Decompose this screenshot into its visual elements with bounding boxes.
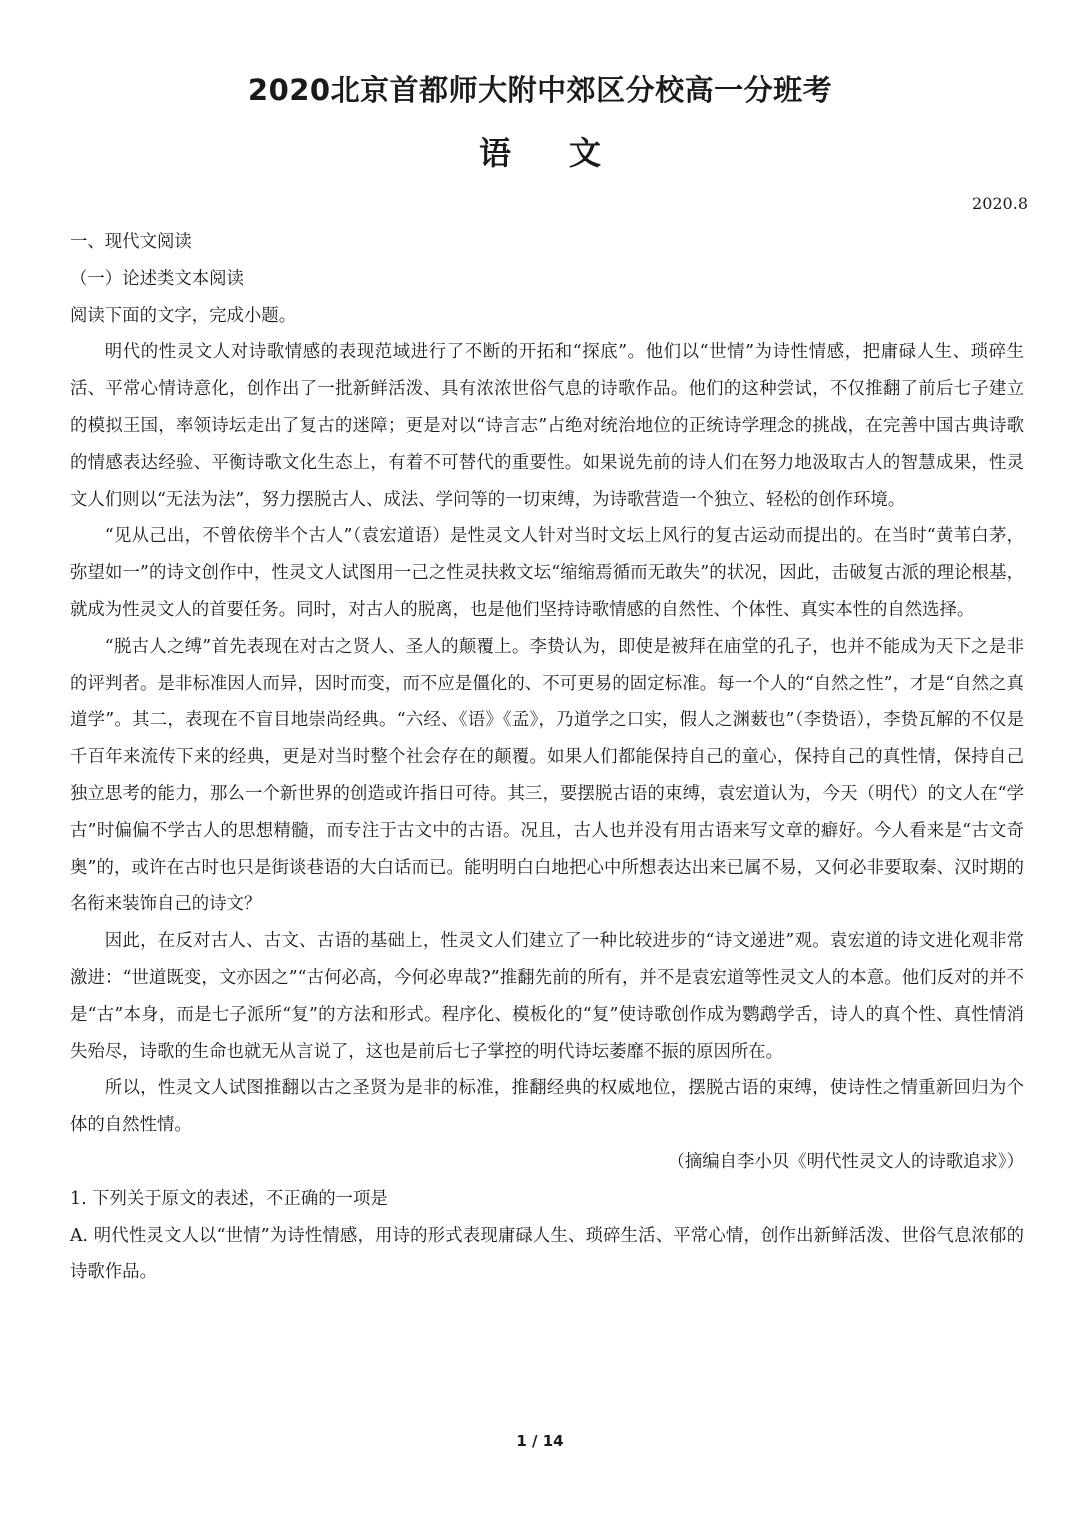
passage-paragraph: 明代的性灵文人对诗歌情感的表现范域进行了不断的开拓和“探底”。他们以“世情”为诗性情感，把庸碌人生、琐碎生活、平常心情诗意化，创作出了一批新鲜活泼、具有浓浓世俗气息的诗歌作品。他们的这种尝试，不仅推翻了前后七子建立的模拟王国，率领诗坛走出了复古的迷障；更是对以“诗言志”占绝对统治地位的正统诗学理念的挑战，在完善中国古典诗歌的情感表达经验、平衡诗歌文化生态上，有着不可替代的重要性。如果说先前的诗人们在努力地汲取古人的智慧成果，性灵文人们则以“无法为法”，努力摆脱古人、成法、学问等的一切束缚，为诗歌营造一个独立、轻松的创作环境。 <box>70 342 1024 510</box>
passage-source: （摘编自李小贝《明代性灵文人的诗歌追求》） <box>667 1151 1024 1172</box>
reading-instruction: 阅读下面的文字，完成小题。 <box>70 305 297 326</box>
subject-char-1: 语 <box>478 134 511 172</box>
passage-paragraph: “见从己出，不曾依傍半个古人”（袁宏道语）是性灵文人针对当时文坛上风行的复古运动而提出的。在当时“黄苇白茅，弥望如一”的诗文创作中，性灵文人试图用一己之性灵扶救文坛“缩缩焉循而无敢失”的状况，因此，击破复古派的理论根基，就成为性灵文人的首要任务。同时，对古人的脱离，也是他们坚持诗歌情感的自然性、个体性、真实本性的自然选择。 <box>70 526 1024 620</box>
subsection-heading: （一）论述类文本阅读 <box>70 268 244 289</box>
passage-paragraph: “脱古人之缚”首先表现在对古之贤人、圣人的颠覆上。李贽认为，即使是被拜在庙堂的孔子，也并不能成为天下之是非的评判者。是非标准因人而异，因时而变，而不应是僵化的、不可更易的固定标准。每一个人的“自然之性”，才是“自然之真道学”。其二，表现在不盲目地崇尚经典。“六经、《语》《孟》，乃道学之口实，假人之渊薮也”（李贽语），李贽瓦解的不仅是千百年来流传下来的经典，更是对当时整个社会存在的颠覆。如果人们都能保持自己的童心，保持自己的真性情，保持自己独立思考的能力，那么一个新世界的创造或许指日可待。其三，要摆脱古语的束缚，袁宏道认为，今天（明代）的文人在“学古”时偏偏不学古人的思想精髓，而专注于古文中的古语。况且，古人也并没有用古语来写文章的癖好。今人看来是“古文奇奥”的，或许在古时也只是街谈巷语的大白话而已。能明明白白地把心中所想表达出来已属不易，又何必非要取秦、汉时期的名衔来装饰自己的诗文？ <box>70 636 1024 915</box>
question-stem: 1. 下列关于原文的表述，不正确的一项是 <box>70 1188 388 1209</box>
exam-content <box>70 224 1024 1291</box>
section-heading: 一、现代文阅读 <box>70 232 192 252</box>
exam-date: 2020.8 <box>972 194 1028 213</box>
passage-paragraph: 因此，在反对古人、古文、古语的基础上，性灵文人们建立了一种比较进步的“诗文递进”观。袁宏道的诗文进化观非常激进：“世道既变，文亦因之”“古何必高，今何必卑哉?”推翻先前的所有，并不是袁宏道等性灵文人的本意。他们反对的并不是“古”本身，而是七子派所“复”的方法和形式。程序化、模板化的“复”使诗歌创作成为鹦鹉学舌，诗人的真个性、真性情消失殆尽，诗歌的生命也就无从言说了，这也是前后七子掌控的明代诗坛萎靡不振的原因所在。 <box>70 931 1024 1062</box>
passage-paragraph: 所以，性灵文人试图推翻以古之圣贤为是非的标准，推翻经典的权威地位，摆脱古语的束缚，使诗性之情重新回归为个体的自然性情。 <box>70 1078 1024 1136</box>
subject-heading <box>0 128 1080 174</box>
page-number: 1 / 14 <box>516 1432 564 1450</box>
question-option-a: A. 明代性灵文人以“世情”为诗性情感，用诗的形式表现庸碌人生、琐碎生活、平常心情，创作出新鲜活泼、世俗气息浓郁的诗歌作品。 <box>70 1225 1024 1283</box>
subject-char-2: 文 <box>569 134 602 172</box>
exam-title: 2020北京首都师大附中郊区分校高一分班考 <box>247 73 833 107</box>
